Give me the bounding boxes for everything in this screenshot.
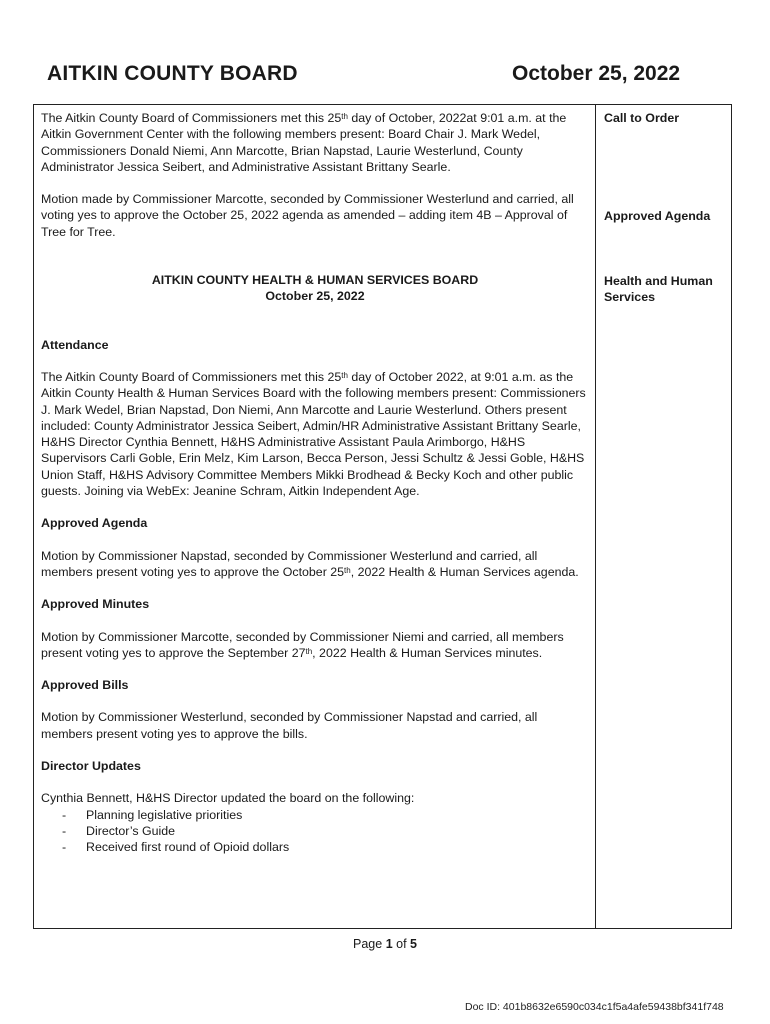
attendance-paragraph: The Aitkin County Board of Commissioners met this 25th day of October 2022, at 9:01 a.m. as the Aitkin County Health & Human Services Board with the following members present: Commissioners J. Mark Wedel, Brian Napstad, Don Niemi, Ann Marcotte and Laurie Westerlund. Others present included: County Administrator Jessica Seibert, Admin/HR Administrative Assistant Brittany Searle, H&HS Director Cynthia Bennett, H&HS Administrative Assistant Paula Arimborgo, H&HS Supervisors Carli Goble, Erin Melz, Kim Larson, Becca Person, Jessi Schultz & Jessi Goble, H&HS Union Staff, H&HS Advisory Committee Members Mikki Brodhead & Becky Koch and other public guests. Joining via WebEx: Jeanine Schram, Aitkin Independent Age. — [41, 369, 586, 499]
approved-agenda-paragraph: Motion by Commissioner Napstad, seconded by Commissioner Westerlund and carried, all members present voting yes to approve the October 25th, 2022 Health & Human Services agenda. — [41, 548, 579, 579]
agenda-motion-paragraph: Motion made by Commissioner Marcotte, seconded by Commissioner Westerlund and carried, all voting yes to approve the October 25, 2022 agenda as amended – adding item 4B – Approval of Tree for Tree. — [41, 192, 574, 239]
director-updates-intro: Cynthia Bennett, H&HS Director updated the board on the following: — [41, 791, 415, 806]
minutes-body — [41, 110, 589, 856]
approved-minutes-heading: Approved Minutes — [41, 597, 150, 612]
page-number: Page 1 of 5 — [353, 937, 417, 951]
list-item: - Planning legislative priorities — [62, 807, 589, 823]
label-call-to-order: Call to Order — [604, 111, 680, 125]
hhs-board-date: October 25, 2022 — [265, 289, 365, 304]
label-approved-agenda: Approved Agenda — [604, 209, 711, 223]
meeting-date: October 25, 2022 — [512, 62, 681, 85]
attendance-heading: Attendance — [41, 337, 109, 352]
call-to-order-paragraph: The Aitkin County Board of Commissioners met this 25th day of October, 2022at 9:01 a.m. at the Aitkin Government Center with the following members present: Board Chair J. Mark Wedel, Commissioners Donald Niemi, Ann Marcotte, Brian Napstad, Laurie Westerlund, County Administrator Jessica Seibert, and Administrative Assistant Brittany Searle. — [41, 111, 567, 174]
approved-bills-heading: Approved Bills — [41, 678, 129, 693]
board-title: AITKIN COUNTY BOARD — [47, 62, 298, 85]
column-divider — [595, 104, 596, 929]
approved-bills-paragraph: Motion by Commissioner Westerlund, seconded by Commissioner Napstad and carried, all members present voting yes to approve the bills. — [41, 710, 538, 741]
approved-minutes-paragraph: Motion by Commissioner Marcotte, seconded by Commissioner Niemi and carried, all members present voting yes to approve the September 27th, 2022 Health & Human Services minutes. — [41, 629, 564, 660]
document-id: Doc ID: 401b8632e6590c034c1f5a4afe59438bf341f748 — [465, 1001, 724, 1013]
hhs-board-heading: AITKIN COUNTY HEALTH & HUMAN SERVICES BOARD — [151, 273, 479, 288]
director-updates-list — [41, 807, 589, 856]
label-health-human-services: Health and Human Services — [604, 274, 713, 305]
list-item: - Received first round of Opioid dollars — [62, 839, 589, 855]
approved-agenda-heading: Approved Agenda — [41, 516, 148, 531]
list-item: - Director’s Guide — [62, 823, 589, 839]
director-updates-heading: Director Updates — [41, 759, 141, 774]
